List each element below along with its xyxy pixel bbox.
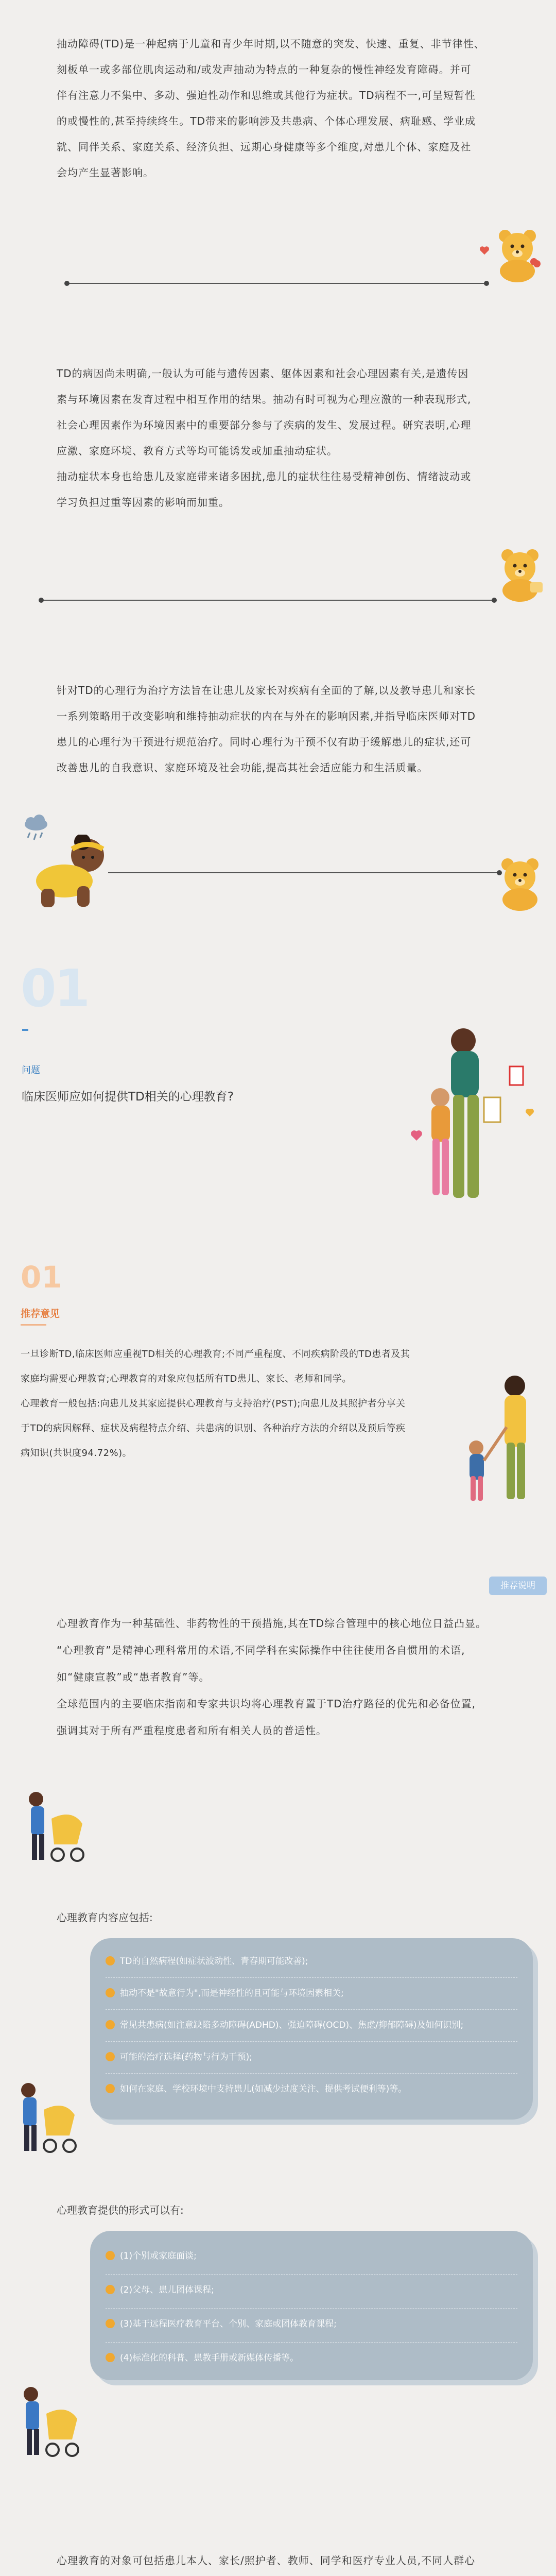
item-separator (106, 2274, 517, 2275)
item-separator (106, 2041, 517, 2042)
targets-paragraph (57, 2548, 499, 2576)
recommend-accent (21, 1324, 46, 1326)
item-separator (106, 2073, 517, 2074)
text-line: 学习负担过重等因素的影响而加重。 (57, 496, 230, 509)
heart-icon (479, 245, 490, 256)
item-separator (106, 2009, 517, 2010)
bullet-icon (106, 1956, 115, 1965)
text-line: TD的病因尚未明确,一般认为可能与遗传因素、躯体因素和社会心理因素有关,是遗传因 (57, 367, 469, 380)
mother-child-illustration (453, 1370, 551, 1504)
treatment-paragraph (57, 677, 499, 781)
text-line: 一系列策略用于改变影响和维持抽动症状的内在与外在的影响因素,并指导临床医师对TD (57, 710, 476, 722)
text-line: 心理教育一般包括:向患儿及其家庭提供心理教育与支持治疗(PST);向患儿及其照护者分享关 (21, 1398, 406, 1409)
text-line: 家庭均需要心理教育;心理教育的对象应包括所有TD患儿、家长、老师和同学。 (21, 1374, 352, 1384)
item-separator (106, 2308, 517, 2309)
recommend-number: 01 (21, 1260, 62, 1295)
bullet-icon (106, 2052, 115, 2061)
divider-line (108, 872, 499, 873)
text-line: 如“健康宣教”或“患者教育”等。 (57, 1671, 210, 1683)
content-heading: 心理教育内容应包括: (57, 1911, 153, 1924)
item-separator (106, 2342, 517, 2343)
text-line: 的或慢性的,甚至持续终生。TD带来的影响涉及共患病、个体心理发展、病耻感、学业成 (57, 115, 476, 127)
crawling-baby-illustration (21, 835, 124, 912)
recommend-note-badge[interactable]: 推荐说明 (489, 1577, 547, 1595)
text-line: 一旦诊断TD,临床医师应重视TD相关的心理教育;不同严重程度、不同疾病阶段的TD患者及其 (21, 1349, 410, 1360)
intro-paragraph (57, 31, 499, 185)
forms-heading: 心理教育提供的形式可以有: (57, 2204, 184, 2216)
cause-paragraph (57, 361, 499, 515)
recommend-label: 推荐意见 (21, 1308, 60, 1319)
stroller-illustration (10, 2380, 88, 2468)
text-line (57, 2573, 499, 2576)
divider-line (41, 600, 494, 601)
bullet-icon (106, 2084, 115, 2093)
content-item: TD的自然病程(如症状波动性、青春期可能改善); (106, 1954, 308, 1967)
forms-item: (2)父母、患儿团体课程; (106, 2282, 214, 2295)
father-child-illustration (381, 1025, 551, 1226)
text-line: 强调其对于所有严重程度患者和所有相关人员的普适性。 (57, 1724, 327, 1737)
text-line: 心理教育作为一种基础性、非药物性的干预措施,其在TD综合管理中的核心地位日益凸显。 (57, 1617, 486, 1630)
divider-line (67, 283, 486, 284)
text-line: “心理教育”是精神心理科常用的术语,不同学科在实际操作中往往使用各自惯用的术语, (57, 1644, 465, 1656)
bear-icon (492, 227, 543, 283)
text-line: 素与环境因素在发育过程中相互作用的结果。抽动有时可视为心理应激的一种表现形式, (57, 393, 472, 405)
text-line: 伴有注意力不集中、多动、强迫性动作和思维或其他行为症状。TD病程不一,可呈短暂性 (57, 89, 476, 101)
item-separator (106, 1977, 517, 1978)
text-line: 全球范围内的主要临床指南和专家共识均将心理教育置于TD治疗路径的优先和必备位置, (57, 1698, 476, 1710)
stroller-illustration (15, 1788, 93, 1870)
bullet-icon (106, 2251, 115, 2260)
content-item: 如何在家庭、学校环境中支持患儿(如减少过度关注、提供考试便利等)等。 (106, 2081, 407, 2094)
bullet-icon (106, 2285, 115, 2294)
text-line: 病知识(共识度94.72%)。 (21, 1448, 132, 1459)
content-card (90, 1938, 533, 2120)
forms-item: (3)基于远程医疗教育平台、个别、家庭或团体教育课程; (106, 2316, 337, 2329)
text-line: 抽动障碍(TD)是一种起病于儿童和青少年时期,以不随意的突发、快速、重复、非节律性、 (57, 38, 485, 50)
content-item: 可能的治疗选择(药物与行为干预); (106, 2049, 252, 2062)
bullet-icon (106, 1988, 115, 1997)
divider-dot (484, 281, 489, 286)
bear-icon (494, 546, 546, 603)
text-line: 会均产生显著影响。 (57, 166, 154, 179)
text-line: 针对TD的心理行为治疗方法旨在让患儿及家长对疾病有全面的了解,以及教导患儿和家长 (57, 684, 476, 697)
text-line: 刻板单一或多部位肌肉运动和/或发声抽动为特点的一种复杂的慢性神经发育障碍。并可 (57, 63, 472, 76)
bullet-icon (106, 2020, 115, 2029)
bullet-icon (106, 2353, 115, 2362)
stroller-illustration (8, 2076, 85, 2164)
text-line: 于TD的病因解释、症状及病程特点介绍、共患病的识别、各种治疗方法的介绍以及预后等疾 (21, 1423, 406, 1434)
text-line: 抽动症状本身也给患儿及家庭带来诸多困扰,患儿的症状往往易受精神创伤、情绪波动或 (57, 470, 472, 483)
text-line: 患儿的心理行为干预进行规范治疗。同时心理行为干预不仅有助于缓解患儿的症状,还可 (57, 736, 472, 748)
divider-dot (39, 598, 44, 603)
text-line: 应激、家庭环境、教育方式等均可能诱发或加重抽动症状。 (57, 445, 338, 457)
content-item: 常见共患病(如注意缺陷多动障碍(ADHD)、强迫障碍(OCD)、焦虑/抑郁障碍)及如何识别; (106, 2018, 463, 2030)
section-number: 01 (21, 958, 89, 1019)
divider-dot (64, 281, 70, 286)
forms-item: (1)个别或家庭面谈; (106, 2248, 197, 2261)
accent-mark (22, 1029, 28, 1031)
forms-card (90, 2231, 533, 2380)
content-item: 抽动不是"故意行为",而是神经性的且可能与环境因素相关; (106, 1986, 344, 1998)
bullet-icon (106, 2319, 115, 2328)
explain-paragraph (57, 1610, 499, 1744)
text-line: 社会心理因素作为环境因素中的重要部分参与了疾病的发生、发展过程。研究表明,心理 (57, 419, 472, 431)
recommend-paragraph (21, 1342, 453, 1466)
text-line: 心理教育的对象可包括患儿本人、家长/照护者、教师、同学和医疗专业人员,不同人群心 (57, 2554, 476, 2567)
question-text: 临床医师应如何提供TD相关的心理教育? (22, 1090, 234, 1104)
text-line: 就、同伴关系、家庭关系、经济负担、远期心身健康等多个维度,对患儿个体、家庭及社 (57, 141, 472, 153)
forms-item: (4)标准化的科普、患教手册或新媒体传播等。 (106, 2350, 299, 2363)
text-line: 改善患儿的自我意识、家庭环境及社会功能,提高其社会适应能力和生活质量。 (57, 761, 428, 774)
bear-icon (494, 855, 546, 912)
question-tag: 问题 (22, 1065, 40, 1076)
